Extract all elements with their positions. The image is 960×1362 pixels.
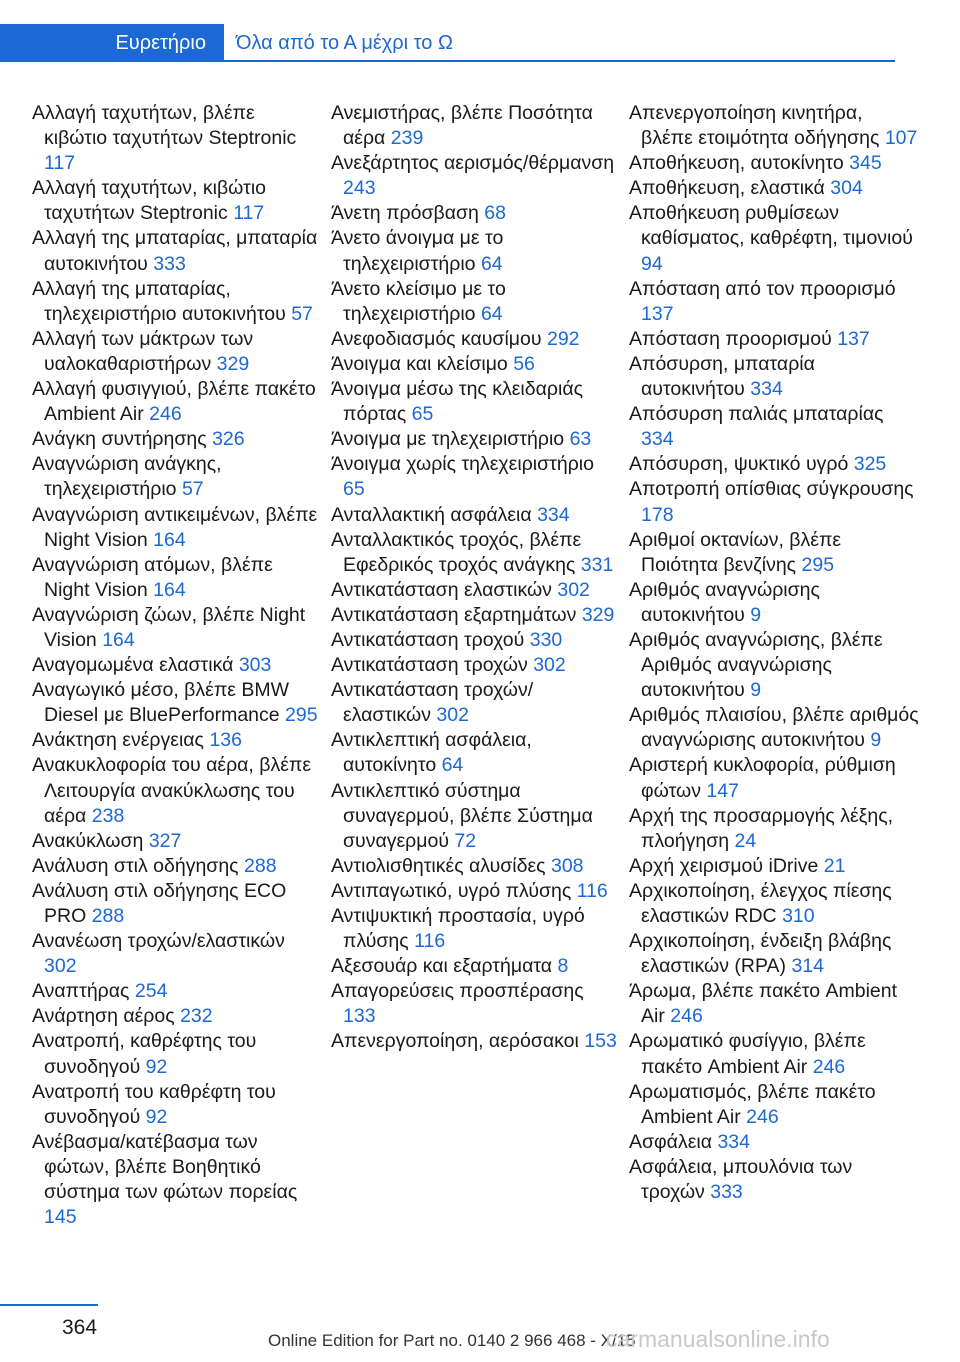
- index-entry: [32, 678, 322, 728]
- index-entry: [331, 452, 621, 502]
- index-page-link[interactable]: 246: [812, 1055, 846, 1078]
- index-entry: [32, 929, 322, 979]
- index-entry-term: Αντικατάσταση ελαστικών: [331, 578, 558, 601]
- index-entry-term: Αντικλεπτικό σύστημα συναγερμού, βλέπε Σύστημα συναγερμού: [331, 779, 593, 852]
- footer-rule: [0, 1304, 98, 1306]
- index-entry: [32, 753, 322, 828]
- index-page-link[interactable]: 295: [801, 553, 835, 576]
- index-entry: [629, 277, 919, 327]
- index-entry: [331, 352, 621, 377]
- index-entry-term: Ανέβασμα/κατέβασμα των φώτων, βλέπε Βοηθητικό σύστημα των φώτων πορείας: [32, 1130, 298, 1204]
- index-page-link[interactable]: 246: [149, 403, 182, 426]
- index-entry-term: Αναγωγικό μέσο, βλέπε BMW Diesel με BluePerformance: [32, 679, 290, 727]
- index-entry: [331, 904, 621, 954]
- index-entry: [331, 1029, 621, 1054]
- index-page-link[interactable]: 147: [706, 779, 739, 802]
- index-page-link[interactable]: 24: [734, 829, 757, 852]
- index-entry-term: Ανεξάρτητος αερισμός/θέρμανση: [331, 152, 615, 175]
- index-entry: [629, 452, 919, 477]
- index-entry: [629, 854, 919, 879]
- index-page-link[interactable]: 137: [837, 327, 870, 350]
- index-entry-term: Αναγνώριση ατόμων, βλέπε Night Vision: [32, 553, 273, 601]
- index-entry: [331, 854, 621, 879]
- index-entry: [629, 477, 919, 527]
- index-entry-term: Αντικλεπτική ασφάλεια, αυτοκίνητο: [331, 729, 532, 777]
- index-entry: [32, 277, 322, 327]
- index-entry-term: Αποθήκευση ρυθμίσεων καθίσματος, καθρέφτη, τιμονιού: [629, 202, 913, 250]
- index-page-link[interactable]: 68: [484, 202, 506, 225]
- section-subtitle[interactable]: Όλα από το Α μέχρι το Ω: [236, 32, 453, 54]
- index-page-link[interactable]: 9: [750, 679, 762, 702]
- index-entry-term: Αναγνώριση ζώων, βλέπε Night Vision: [32, 603, 306, 651]
- index-entry: [629, 352, 919, 402]
- index-page-link[interactable]: 64: [441, 754, 464, 777]
- index-entry: [32, 503, 322, 553]
- index-entry: [32, 377, 322, 427]
- index-entry-term: Ανακυκλοφορία του αέρα, βλέπε Λειτουργία ανακύκλωσης του αέρα: [32, 754, 312, 827]
- index-entry-term: Άνοιγμα με τηλεχειριστήριο: [331, 428, 570, 451]
- index-page-link[interactable]: 239: [390, 127, 424, 150]
- index-page-link[interactable]: 92: [145, 1105, 168, 1128]
- index-entry-term: Αλλαγή φυσιγγιού, βλέπε πακέτο Ambient Air: [32, 378, 316, 426]
- index-entry: [331, 277, 621, 327]
- index-entry-term: Αντικατάσταση τροχών/ελαστικών: [331, 679, 534, 727]
- header-rule: [0, 60, 895, 62]
- index-entry-term: Απόσυρση, ψυκτικό υγρό: [629, 453, 854, 476]
- index-page-link[interactable]: 295: [285, 704, 318, 727]
- index-page-link[interactable]: 164: [153, 578, 186, 601]
- index-column-3: [629, 101, 919, 1205]
- index-entry-term: Αλλαγή ταχυτήτων, κιβώτιο ταχυτήτων Steptronic: [32, 177, 267, 225]
- index-entry-term: Ανταλλακτική ασφάλεια: [331, 503, 538, 526]
- index-entry: [331, 327, 621, 352]
- index-entry: [629, 101, 919, 151]
- index-entry-term: Ανάκτηση ενέργειας: [32, 729, 210, 752]
- index-page-link[interactable]: 302: [557, 578, 590, 601]
- index-entry: [629, 979, 919, 1029]
- index-page-link[interactable]: 64: [480, 252, 503, 275]
- index-page-link[interactable]: 246: [670, 1005, 703, 1028]
- index-page-link[interactable]: 329: [216, 352, 250, 375]
- index-entry-term: Αναπτήρας: [32, 980, 135, 1003]
- index-entry: [629, 1155, 919, 1205]
- index-entry-term: Αντιολισθητικές αλυσίδες: [331, 854, 551, 877]
- index-page-link[interactable]: 325: [853, 453, 887, 476]
- index-entry: [629, 879, 919, 929]
- index-page-link[interactable]: 238: [91, 804, 125, 827]
- index-entry-term: Αντικατάσταση τροχού: [331, 628, 530, 651]
- index-entry: [331, 603, 621, 628]
- index-entry: [629, 929, 919, 979]
- index-page-link[interactable]: 133: [343, 1005, 376, 1028]
- index-entry-term: Αριθμός αναγνώρισης, βλέπε Αριθμός αναγνώρισης αυτοκινήτου: [629, 628, 883, 702]
- index-entry-term: Αριθμός αναγνώρισης αυτοκινήτου: [629, 578, 820, 626]
- header-bar: [0, 24, 895, 62]
- index-entry: [32, 226, 322, 276]
- index-page-link[interactable]: 64: [480, 302, 503, 325]
- index-entry-term: Αντιπαγωτικό, υγρό πλύσης: [331, 879, 577, 902]
- index-entry: [331, 779, 621, 854]
- index-entry: [629, 402, 919, 452]
- index-entry: [331, 954, 621, 979]
- index-entry-term: Ανάλυση στιλ οδήγησης ECO PRO: [32, 879, 287, 927]
- index-entry: [32, 176, 322, 226]
- index-entry-term: Αριστερή κυκλοφορία, ρύθμιση φώτων: [629, 754, 896, 802]
- index-page-link[interactable]: 334: [717, 1130, 750, 1153]
- index-page-link[interactable]: 145: [44, 1206, 77, 1229]
- index-entry: [331, 528, 621, 578]
- index-entry-term: Ανατροπή του καθρέφτη του συνοδηγού: [32, 1080, 276, 1128]
- index-entry: [32, 553, 322, 603]
- index-column-1: [32, 101, 322, 1230]
- index-entry: [629, 804, 919, 854]
- index-page-link[interactable]: 333: [710, 1181, 743, 1204]
- index-page-link[interactable]: 164: [153, 528, 186, 551]
- index-entry-term: Αρωματικό φυσίγγιο, βλέπε πακέτο Ambient Air: [629, 1030, 866, 1078]
- index-page-link[interactable]: 153: [584, 1030, 617, 1053]
- index-entry-term: Ασφάλεια: [629, 1130, 718, 1153]
- index-page-link[interactable]: 331: [580, 553, 614, 576]
- index-entry-term: Ανεφοδιασμός καυσίμου: [331, 327, 547, 350]
- index-page-link[interactable]: 304: [830, 177, 863, 200]
- index-page-link[interactable]: 334: [537, 503, 570, 526]
- index-page-link[interactable]: 9: [870, 729, 882, 752]
- watermark: carmanualsonline.info: [606, 1326, 830, 1352]
- index-entry: [331, 201, 621, 226]
- index-page-link[interactable]: 136: [209, 729, 242, 752]
- index-entry-term: Αντικατάσταση εξαρτημάτων: [331, 603, 582, 626]
- index-entry: [331, 979, 621, 1029]
- index-entry: [629, 703, 919, 753]
- index-entry-term: Αλλαγή της μπαταρίας, μπαταρία αυτοκινήτου: [32, 227, 318, 275]
- index-entry-term: Άνοιγμα και κλείσιμο: [331, 352, 514, 375]
- index-page-link[interactable]: 8: [557, 955, 569, 978]
- index-page-link[interactable]: 288: [244, 854, 277, 877]
- index-entry: [331, 879, 621, 904]
- index-page-link[interactable]: 314: [791, 955, 824, 978]
- index-page-link[interactable]: 302: [436, 704, 469, 727]
- index-entry: [331, 728, 621, 778]
- index-page-link[interactable]: 63: [569, 428, 592, 451]
- index-entry: [32, 979, 322, 1004]
- index-page-link[interactable]: 92: [145, 1055, 168, 1078]
- index-entry: [32, 101, 322, 176]
- index-entry-term: Αλλαγή ταχυτήτων, βλέπε κιβώτιο ταχυτήτων Steptronic: [32, 102, 297, 150]
- index-page-link[interactable]: 9: [750, 603, 762, 626]
- index-entry: [629, 176, 919, 201]
- index-entry-term: Άνοιγμα χωρίς τηλεχειριστήριο: [331, 453, 594, 476]
- index-entry: [629, 151, 919, 176]
- index-page-link[interactable]: 117: [44, 152, 76, 175]
- index-entry-term: Αντικατάσταση τροχών: [331, 654, 534, 677]
- index-entry: [32, 1080, 322, 1130]
- index-entry-term: Άνετη πρόσβαση: [331, 202, 485, 225]
- index-page-link[interactable]: 65: [343, 478, 365, 501]
- index-entry-term: Αλλαγή των μάκτρων των υαλοκαθαριστήρων: [32, 327, 254, 375]
- index-entry-term: Ανταλλακτικός τροχός, βλέπε Εφεδρικός τροχός ανάγκης: [331, 528, 582, 576]
- index-entry-term: Άνετο κλείσιμο με το τηλεχειριστήριο: [331, 277, 506, 325]
- index-entry: [32, 427, 322, 452]
- index-entry: [32, 603, 322, 653]
- index-column-2: [331, 101, 621, 1055]
- index-entry: [32, 1130, 322, 1230]
- index-entry: [331, 653, 621, 678]
- index-page-link[interactable]: 327: [148, 829, 182, 852]
- index-page-link[interactable]: 21: [823, 854, 846, 877]
- index-page-link[interactable]: 292: [546, 327, 580, 350]
- index-page-link[interactable]: 57: [291, 302, 313, 325]
- index-entry-term: Ανανέωση τροχών/ελαστικών: [32, 930, 285, 953]
- index-entry-term: Αναγνώριση αντικειμένων, βλέπε Night Vision: [32, 503, 318, 551]
- index-page-link[interactable]: 333: [153, 252, 186, 275]
- index-entry-term: Απόσυρση, μπαταρία αυτοκινήτου: [629, 352, 815, 401]
- index-entry: [331, 151, 621, 201]
- index-entry: [32, 879, 322, 929]
- index-entry-term: Αρχικοποίηση, έλεγχος πίεσης ελαστικών RDC: [629, 879, 892, 927]
- index-entry: [629, 1029, 919, 1079]
- index-entry: [629, 327, 919, 352]
- index-entry-term: Αποθήκευση, αυτοκίνητο: [629, 152, 850, 175]
- index-entry-term: Αριθμός πλαισίου, βλέπε αριθμός αναγνώρισης αυτοκινήτου: [629, 704, 919, 752]
- index-entry-term: Απόσταση προορισμού: [629, 327, 838, 350]
- index-entry: [32, 1004, 322, 1029]
- index-entry: [32, 728, 322, 753]
- index-entry-term: Αντιψυκτική προστασία, υγρό πλύσης: [331, 905, 585, 953]
- index-page-link[interactable]: 334: [641, 428, 674, 451]
- index-entry-term: Ανακύκλωση: [32, 829, 149, 852]
- index-entry: [331, 377, 621, 427]
- index-page-link[interactable]: 308: [550, 854, 584, 877]
- index-entry: [629, 578, 919, 628]
- index-entry-term: Ανάλυση στιλ οδήγησης: [32, 854, 244, 877]
- index-page-link[interactable]: 164: [102, 628, 135, 651]
- index-page-link[interactable]: 72: [454, 829, 477, 852]
- index-page-link[interactable]: 243: [343, 177, 376, 200]
- index-entry-term: Αρχικοποίηση, ένδειξη βλάβης ελαστικών (RPA): [629, 930, 892, 978]
- index-entry-term: Απενεργοποίηση, αερόσακοι: [331, 1030, 585, 1053]
- index-page-link[interactable]: 288: [91, 905, 125, 927]
- index-entry-term: Άνετο άνοιγμα με το τηλεχειριστήριο: [331, 227, 504, 275]
- index-page-link[interactable]: 56: [513, 352, 535, 375]
- index-page-link[interactable]: 334: [750, 378, 783, 401]
- index-entry-term: Άνοιγμα μέσω της κλειδαριάς πόρτας: [331, 378, 583, 426]
- index-page-link[interactable]: 310: [782, 905, 815, 927]
- index-page-link[interactable]: 137: [641, 302, 674, 325]
- index-page-link[interactable]: 107: [884, 127, 918, 150]
- index-entry-term: Ανατροπή, καθρέφτης του συνοδηγού: [32, 1030, 257, 1078]
- index-entry: [32, 829, 322, 854]
- index-page-link[interactable]: 65: [411, 403, 434, 426]
- index-entry: [32, 327, 322, 377]
- index-entry-term: Αρχή της προσαρμογής λέξης, πλοήγηση: [629, 804, 894, 852]
- index-page-link[interactable]: 302: [533, 654, 566, 677]
- index-entry-term: Άρωμα, βλέπε πακέτο Ambient Air: [629, 980, 898, 1028]
- index-page-link[interactable]: 178: [641, 503, 674, 526]
- index-entry: [331, 101, 621, 151]
- index-page-link[interactable]: 345: [849, 152, 882, 175]
- index-page-link[interactable]: 330: [529, 628, 563, 651]
- index-entry-term: Αρωματισμός, βλέπε πακέτο Ambient Air: [629, 1080, 876, 1128]
- edition-text: Online Edition for Part no. 0140 2 966 468 - X/15: [268, 1331, 636, 1350]
- index-page-link[interactable]: 303: [238, 654, 272, 677]
- index-entry: [629, 528, 919, 578]
- index-entry-term: Αρχή χειρισμού iDrive: [629, 854, 824, 877]
- index-entry: [331, 578, 621, 603]
- index-entry: [331, 427, 621, 452]
- index-page-link[interactable]: 116: [414, 930, 446, 953]
- index-entry-term: Αξεσουάρ και εξαρτήματα: [331, 955, 558, 978]
- index-entry: [331, 226, 621, 276]
- index-page-link[interactable]: 246: [746, 1105, 779, 1128]
- tab-index[interactable]: Ευρετήριο: [0, 24, 224, 62]
- index-entry-term: Ασφάλεια, μπουλόνια των τροχών: [629, 1155, 853, 1204]
- index-page-link[interactable]: 329: [581, 603, 615, 626]
- index-entry-term: Απόσταση από τον προορισμό: [629, 277, 896, 300]
- index-entry: [629, 201, 919, 276]
- index-entry-term: Αναγνώριση ανάγκης, τηλεχειριστήριο: [32, 453, 222, 501]
- index-page-link[interactable]: 57: [181, 478, 204, 501]
- index-entry-term: Αριθμοί οκτανίων, βλέπε Ποιότητα βενζίνης: [629, 528, 842, 576]
- index-entry-term: Ανεμιστήρας, βλέπε Ποσότητα αέρα: [331, 102, 593, 150]
- index-page-link[interactable]: 116: [576, 879, 608, 902]
- index-entry: [32, 1029, 322, 1079]
- index-entry: [32, 653, 322, 678]
- index-entry: [629, 628, 919, 703]
- index-entry: [331, 503, 621, 528]
- page-number: 364: [62, 1316, 98, 1339]
- index-entry: [331, 628, 621, 653]
- index-entry-term: Απενεργοποίηση κινητήρα, βλέπε ετοιμότητα οδήγησης: [629, 102, 885, 150]
- index-entry: [32, 854, 322, 879]
- index-entry-term: Αποθήκευση, ελαστικά: [629, 177, 831, 200]
- index-entry-term: Απόσυρση παλιάς μπαταρίας: [629, 403, 884, 426]
- index-page-link[interactable]: 326: [212, 428, 245, 451]
- index-page-link[interactable]: 117: [233, 202, 265, 225]
- index-entry-term: Αναγομωμένα ελαστικά: [32, 654, 239, 677]
- index-entry-term: Ανάγκη συντήρησης: [32, 428, 213, 451]
- index-entry-term: Αλλαγή της μπαταρίας, τηλεχειριστήριο αυτοκινήτου: [32, 277, 292, 325]
- index-page-link[interactable]: 302: [44, 955, 77, 978]
- index-entry-term: Αποτροπή οπίσθιας σύγκρουσης: [629, 478, 914, 501]
- index-entry: [629, 753, 919, 803]
- index-entry: [629, 1130, 919, 1155]
- index-page-link[interactable]: 94: [641, 252, 663, 275]
- index-entry-term: Ανάρτηση αέρος: [32, 1005, 181, 1028]
- index-entry: [331, 678, 621, 728]
- index-page-link[interactable]: 232: [180, 1005, 213, 1028]
- index-entry-term: Απαγορεύσεις προσπέρασης: [331, 980, 584, 1003]
- index-entry: [32, 452, 322, 502]
- index-entry: [629, 1080, 919, 1130]
- index-page-link[interactable]: 254: [134, 980, 168, 1003]
